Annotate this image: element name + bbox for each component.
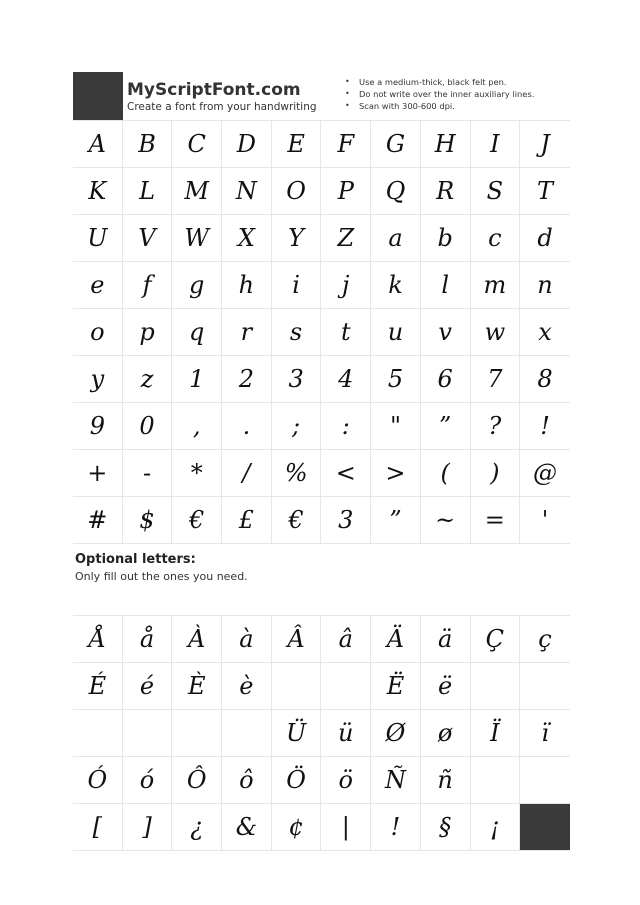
glyph-cell: Z [321,215,371,262]
glyph-cell: ] [123,804,173,851]
instruction-item: • Scan with 300-600 dpi. [359,100,534,112]
glyph-cell: ' [520,497,570,544]
glyph-cell: Ç [471,616,521,663]
glyph-cell: r [222,309,272,356]
glyph-cell [73,710,123,757]
glyph-cell: " [371,403,421,450]
glyph-cell: [ [73,804,123,851]
glyph-cell: * [172,450,222,497]
glyph-cell: ? [471,403,521,450]
glyph-cell: H [421,121,471,168]
glyph-cell: 2 [222,356,272,403]
glyph-cell: k [371,262,421,309]
glyph-cell: X [222,215,272,262]
glyph-cell: N [222,168,272,215]
glyph-cell: Ä [371,616,421,663]
glyph-cell: < [321,450,371,497]
glyph-cell: è [222,663,272,710]
glyph-cell: À [172,616,222,663]
glyph-cell: Ø [371,710,421,757]
glyph-cell: à [222,616,272,663]
glyph-cell: m [471,262,521,309]
glyph-cell: y [73,356,123,403]
glyph-cell: P [321,168,371,215]
glyph-cell: Ñ [371,757,421,804]
glyph-cell [272,663,322,710]
glyph-cell [172,710,222,757]
glyph-cell: ø [421,710,471,757]
glyph-cell: s [272,309,322,356]
glyph-cell [471,663,521,710]
glyph-cell: Q [371,168,421,215]
glyph-cell: ó [123,757,173,804]
glyph-cell: h [222,262,272,309]
glyph-cell: e [73,262,123,309]
glyph-cell: u [371,309,421,356]
glyph-cell: 9 [73,403,123,450]
glyph-cell: Ü [272,710,322,757]
glyph-cell: g [172,262,222,309]
glyph-cell: x [520,309,570,356]
glyph-cell: ¢ [272,804,322,851]
glyph-cell: - [123,450,173,497]
glyph-cell: J [520,121,570,168]
optional-character-grid [73,615,570,851]
glyph-cell: 6 [421,356,471,403]
brand-block [127,80,317,114]
glyph-cell: K [73,168,123,215]
glyph-cell: È [172,663,222,710]
glyph-cell: ë [421,663,471,710]
glyph-cell: = [471,497,521,544]
glyph-cell: ” [421,403,471,450]
glyph-cell: ö [321,757,371,804]
glyph-cell: Â [272,616,322,663]
glyph-cell: f [123,262,173,309]
glyph-cell: $ [123,497,173,544]
glyph-cell: : [321,403,371,450]
glyph-cell: c [471,215,521,262]
glyph-cell: S [471,168,521,215]
glyph-cell: z [123,356,173,403]
glyph-cell: v [421,309,471,356]
glyph-cell: Å [73,616,123,663]
glyph-cell: n [520,262,570,309]
glyph-cell: T [520,168,570,215]
glyph-cell: 3 [272,356,322,403]
glyph-cell: M [172,168,222,215]
glyph-cell [471,757,521,804]
glyph-cell: ; [272,403,322,450]
glyph-cell: o [73,309,123,356]
glyph-cell: j [321,262,371,309]
glyph-cell: | [321,804,371,851]
glyph-cell: D [222,121,272,168]
glyph-cell: F [321,121,371,168]
registration-mark [520,804,570,851]
glyph-cell: , [172,403,222,450]
glyph-cell: ¿ [172,804,222,851]
glyph-cell: I [471,121,521,168]
glyph-cell: C [172,121,222,168]
glyph-cell: L [123,168,173,215]
brand-subtitle: Create a font from your handwriting [127,101,317,113]
glyph-cell: é [123,663,173,710]
glyph-cell: ñ [421,757,471,804]
glyph-cell: 3 [321,497,371,544]
glyph-cell: ¡ [471,804,521,851]
glyph-cell: ! [520,403,570,450]
glyph-cell [520,757,570,804]
instructions-list [345,76,534,112]
glyph-cell: V [123,215,173,262]
glyph-cell: € [172,497,222,544]
glyph-cell [321,663,371,710]
glyph-cell: Ô [172,757,222,804]
glyph-cell: # [73,497,123,544]
sheet-header [73,72,570,120]
glyph-cell: 0 [123,403,173,450]
glyph-cell: d [520,215,570,262]
glyph-cell: ç [520,616,570,663]
glyph-cell: & [222,804,272,851]
glyph-cell: 8 [520,356,570,403]
glyph-cell: b [421,215,471,262]
glyph-cell: É [73,663,123,710]
glyph-cell: t [321,309,371,356]
glyph-cell: @ [520,450,570,497]
glyph-cell [222,710,272,757]
glyph-cell: R [421,168,471,215]
glyph-cell: ü [321,710,371,757]
optional-title: Optional letters: [75,552,196,567]
template-sheet [73,72,570,851]
optional-subtitle: Only fill out the ones you need. [75,570,248,583]
glyph-cell: i [272,262,322,309]
glyph-cell: 1 [172,356,222,403]
glyph-cell: l [421,262,471,309]
glyph-cell: Ï [471,710,521,757]
glyph-cell [520,663,570,710]
glyph-cell: å [123,616,173,663]
glyph-cell: ” [371,497,421,544]
glyph-cell: Ö [272,757,322,804]
glyph-cell: W [172,215,222,262]
glyph-cell: 5 [371,356,421,403]
brand-title: MyScriptFont.com [127,80,301,100]
instruction-item: • Do not write over the inner auxiliary lines. [359,88,534,100]
optional-section-header [73,544,570,615]
glyph-cell: a [371,215,421,262]
glyph-cell: % [272,450,322,497]
glyph-cell: ï [520,710,570,757]
glyph-cell: + [73,450,123,497]
glyph-cell: 7 [471,356,521,403]
glyph-cell [123,710,173,757]
glyph-cell: ( [421,450,471,497]
glyph-cell: E [272,121,322,168]
glyph-cell: ä [421,616,471,663]
glyph-cell: £ [222,497,272,544]
glyph-cell: w [471,309,521,356]
glyph-cell: G [371,121,421,168]
glyph-cell: â [321,616,371,663]
glyph-cell: . [222,403,272,450]
glyph-cell: / [222,450,272,497]
glyph-cell: € [272,497,322,544]
glyph-cell: § [421,804,471,851]
glyph-cell: Y [272,215,322,262]
glyph-cell: ô [222,757,272,804]
glyph-cell: B [123,121,173,168]
glyph-cell: Ë [371,663,421,710]
glyph-cell: > [371,450,421,497]
registration-mark [73,72,123,120]
glyph-cell: A [73,121,123,168]
glyph-cell: 4 [321,356,371,403]
glyph-cell: ) [471,450,521,497]
glyph-cell: Ó [73,757,123,804]
character-grid [73,120,570,544]
glyph-cell: O [272,168,322,215]
glyph-cell: p [123,309,173,356]
glyph-cell: ~ [421,497,471,544]
instruction-item: • Use a medium-thick, black felt pen. [359,76,534,88]
glyph-cell: q [172,309,222,356]
glyph-cell: ! [371,804,421,851]
glyph-cell: U [73,215,123,262]
